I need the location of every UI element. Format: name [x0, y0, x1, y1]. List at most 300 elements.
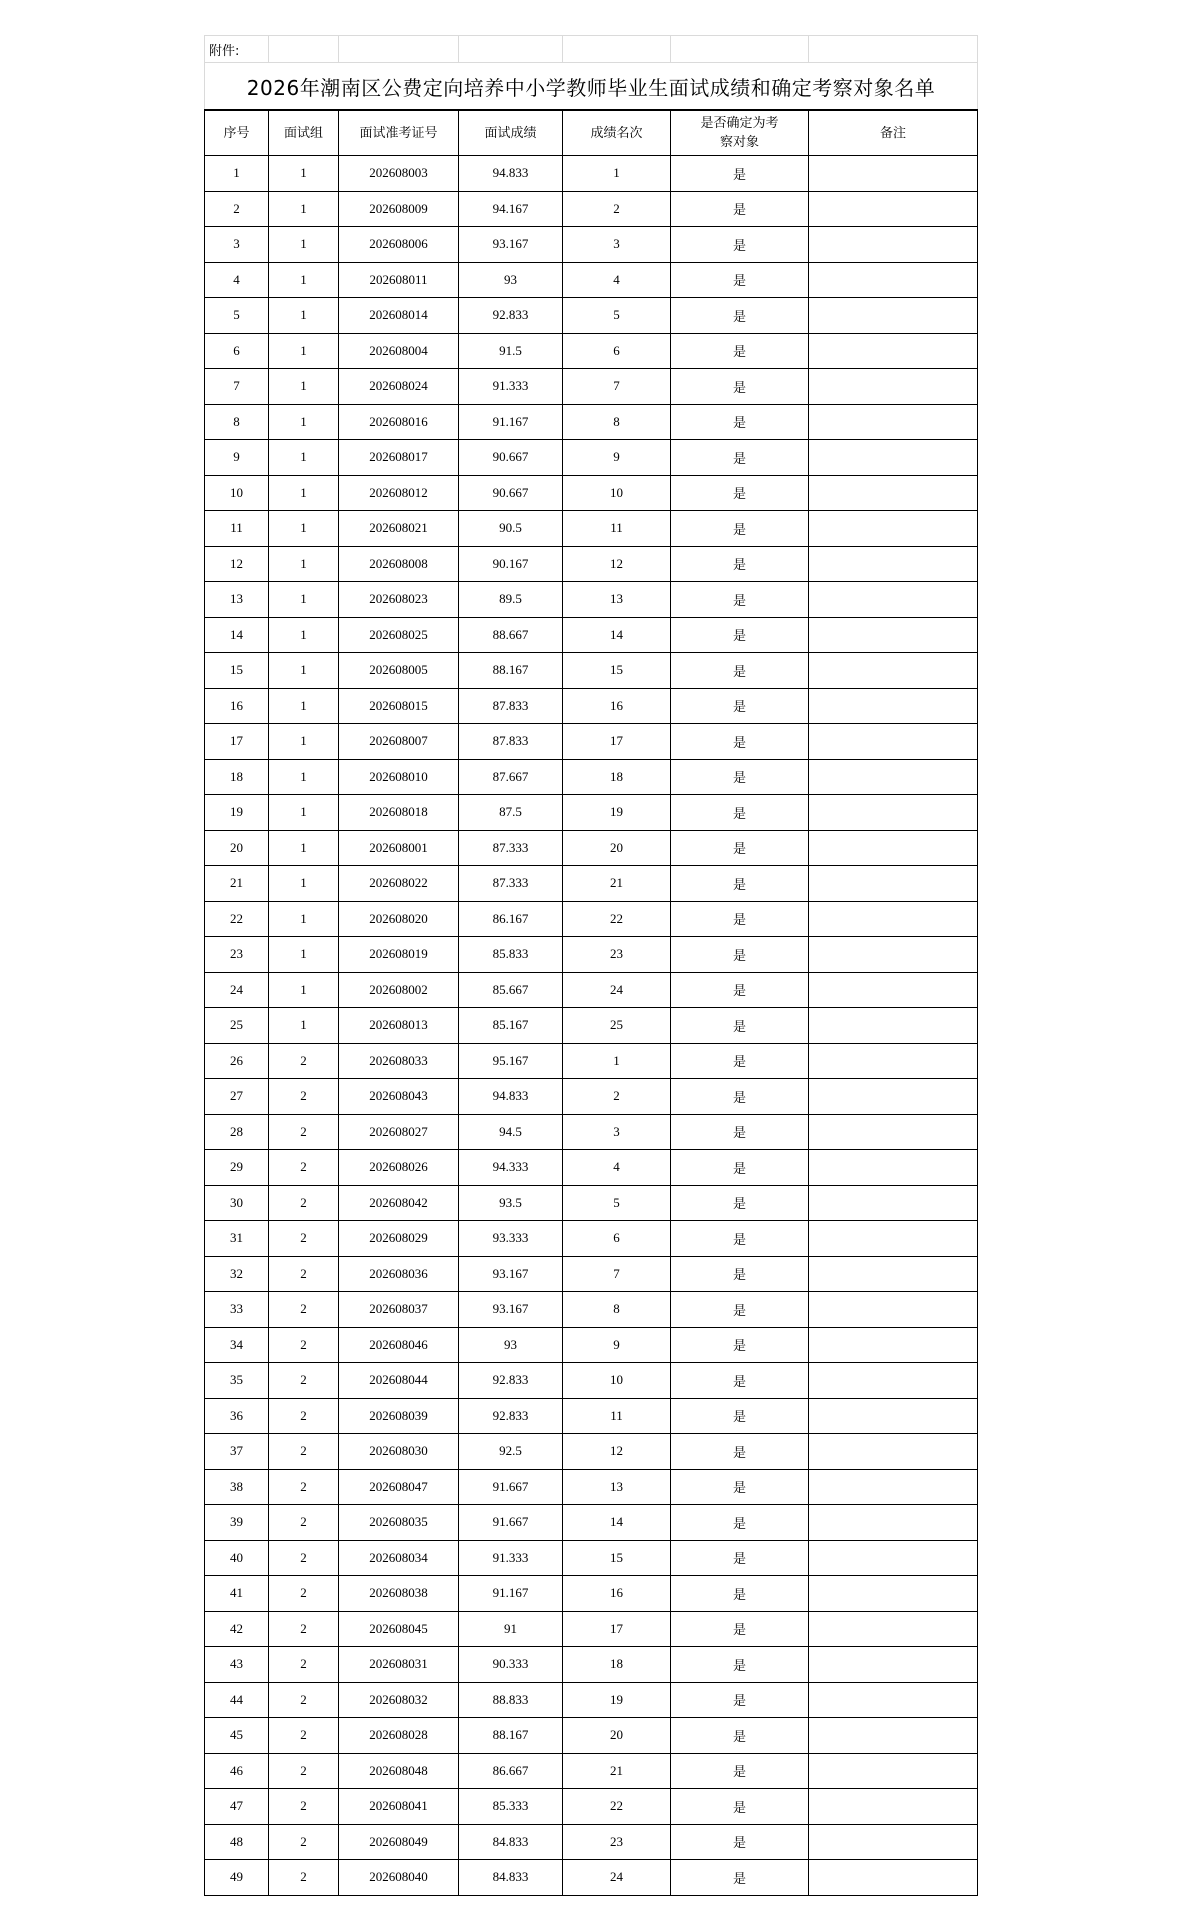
cell-confirmed: 是 [671, 1753, 809, 1789]
cell-score: 93 [459, 262, 563, 298]
cell-confirmed: 是 [671, 1611, 809, 1647]
cell-ticket-number: 202608048 [339, 1753, 459, 1789]
cell-confirmed: 是 [671, 1789, 809, 1825]
cell-score: 88.167 [459, 1718, 563, 1754]
cell-remarks [809, 546, 978, 582]
cell-ticket-number: 202608017 [339, 440, 459, 476]
cell-serial: 19 [205, 795, 269, 831]
cell-serial: 5 [205, 298, 269, 334]
table-row [205, 830, 978, 866]
header-ticket-number: 面试准考证号 [339, 110, 459, 156]
cell-remarks [809, 582, 978, 618]
cell-group: 1 [269, 191, 339, 227]
cell-confirmed: 是 [671, 1150, 809, 1186]
cell-ticket-number: 202608046 [339, 1327, 459, 1363]
table-row [205, 404, 978, 440]
cell-rank: 9 [563, 440, 671, 476]
cell-remarks [809, 475, 978, 511]
cell-confirmed: 是 [671, 1824, 809, 1860]
cell-score: 90.5 [459, 511, 563, 547]
cell-rank: 6 [563, 1221, 671, 1257]
cell-group: 2 [269, 1505, 339, 1541]
cell-confirmed: 是 [671, 901, 809, 937]
cell-score: 86.167 [459, 901, 563, 937]
cell-rank: 24 [563, 1860, 671, 1896]
cell-serial: 24 [205, 972, 269, 1008]
cell-confirmed: 是 [671, 1079, 809, 1115]
cell-ticket-number: 202608009 [339, 191, 459, 227]
cell-serial: 39 [205, 1505, 269, 1541]
cell-serial: 4 [205, 262, 269, 298]
cell-group: 1 [269, 369, 339, 405]
cell-rank: 23 [563, 1824, 671, 1860]
table-row [205, 1398, 978, 1434]
cell-remarks [809, 972, 978, 1008]
cell-remarks [809, 1043, 978, 1079]
cell-confirmed: 是 [671, 298, 809, 334]
cell-ticket-number: 202608038 [339, 1576, 459, 1612]
cell-serial: 15 [205, 653, 269, 689]
cell-ticket-number: 202608005 [339, 653, 459, 689]
cell-serial: 22 [205, 901, 269, 937]
cell-ticket-number: 202608006 [339, 227, 459, 263]
cell-score: 94.833 [459, 1079, 563, 1115]
cell-serial: 44 [205, 1682, 269, 1718]
table-row [205, 1185, 978, 1221]
cell-score: 91.167 [459, 404, 563, 440]
cell-group: 1 [269, 262, 339, 298]
cell-group: 1 [269, 511, 339, 547]
cell-ticket-number: 202608034 [339, 1540, 459, 1576]
cell-group: 2 [269, 1753, 339, 1789]
cell-ticket-number: 202608003 [339, 156, 459, 192]
cell-ticket-number: 202608020 [339, 901, 459, 937]
cell-score: 90.667 [459, 475, 563, 511]
cell-rank: 14 [563, 617, 671, 653]
header-rank: 成绩名次 [563, 110, 671, 156]
cell-remarks [809, 1363, 978, 1399]
cell-remarks [809, 1079, 978, 1115]
cell-serial: 34 [205, 1327, 269, 1363]
cell-remarks [809, 1647, 978, 1683]
table-row [205, 937, 978, 973]
cell-score: 94.5 [459, 1114, 563, 1150]
cell-remarks [809, 1860, 978, 1896]
cell-group: 2 [269, 1860, 339, 1896]
header-confirmed [671, 110, 809, 156]
cell-confirmed: 是 [671, 475, 809, 511]
cell-confirmed: 是 [671, 866, 809, 902]
cell-score: 94.167 [459, 191, 563, 227]
cell-remarks [809, 617, 978, 653]
cell-score: 87.833 [459, 724, 563, 760]
table-row [205, 1505, 978, 1541]
cell-score: 92.833 [459, 298, 563, 334]
cell-score: 92.833 [459, 1363, 563, 1399]
cell-rank: 16 [563, 688, 671, 724]
results-table [204, 35, 978, 1896]
cell-confirmed: 是 [671, 333, 809, 369]
cell-serial: 10 [205, 475, 269, 511]
cell-score: 87.333 [459, 830, 563, 866]
table-row [205, 1540, 978, 1576]
table-row [205, 1611, 978, 1647]
cell-rank: 3 [563, 1114, 671, 1150]
cell-score: 85.333 [459, 1789, 563, 1825]
table-row [205, 1008, 978, 1044]
table-row [205, 1043, 978, 1079]
header-serial: 序号 [205, 110, 269, 156]
cell-group: 1 [269, 1008, 339, 1044]
table-row [205, 724, 978, 760]
cell-rank: 13 [563, 1469, 671, 1505]
cell-remarks [809, 1434, 978, 1470]
cell-rank: 2 [563, 191, 671, 227]
table-row [205, 688, 978, 724]
cell-rank: 11 [563, 1398, 671, 1434]
header-row [205, 110, 978, 156]
cell-group: 2 [269, 1434, 339, 1470]
table-row [205, 1718, 978, 1754]
cell-ticket-number: 202608001 [339, 830, 459, 866]
cell-ticket-number: 202608036 [339, 1256, 459, 1292]
cell-remarks [809, 1327, 978, 1363]
cell-confirmed: 是 [671, 1576, 809, 1612]
cell-ticket-number: 202608042 [339, 1185, 459, 1221]
cell-ticket-number: 202608028 [339, 1718, 459, 1754]
cell-remarks [809, 1540, 978, 1576]
cell-group: 1 [269, 866, 339, 902]
cell-ticket-number: 202608049 [339, 1824, 459, 1860]
cell-rank: 21 [563, 1753, 671, 1789]
cell-rank: 4 [563, 262, 671, 298]
table-row [205, 298, 978, 334]
cell-rank: 19 [563, 795, 671, 831]
cell-rank: 1 [563, 1043, 671, 1079]
cell-remarks [809, 830, 978, 866]
table-row [205, 1221, 978, 1257]
cell-ticket-number: 202608047 [339, 1469, 459, 1505]
cell-rank: 18 [563, 759, 671, 795]
cell-ticket-number: 202608013 [339, 1008, 459, 1044]
table-row [205, 369, 978, 405]
cell-group: 1 [269, 333, 339, 369]
cell-confirmed: 是 [671, 653, 809, 689]
cell-score: 95.167 [459, 1043, 563, 1079]
cell-score: 92.5 [459, 1434, 563, 1470]
cell-rank: 22 [563, 901, 671, 937]
cell-remarks [809, 653, 978, 689]
cell-group: 1 [269, 830, 339, 866]
cell-serial: 35 [205, 1363, 269, 1399]
cell-confirmed: 是 [671, 156, 809, 192]
cell-ticket-number: 202608023 [339, 582, 459, 618]
cell-group: 1 [269, 546, 339, 582]
cell-rank: 5 [563, 1185, 671, 1221]
cell-score: 91.333 [459, 1540, 563, 1576]
cell-group: 1 [269, 759, 339, 795]
cell-confirmed: 是 [671, 1505, 809, 1541]
cell-serial: 21 [205, 866, 269, 902]
cell-remarks [809, 262, 978, 298]
cell-group: 1 [269, 298, 339, 334]
table-row [205, 1576, 978, 1612]
header-remarks: 备注 [809, 110, 978, 156]
cell-ticket-number: 202608021 [339, 511, 459, 547]
cell-remarks [809, 1114, 978, 1150]
cell-group: 2 [269, 1327, 339, 1363]
cell-group: 1 [269, 972, 339, 1008]
cell-score: 87.833 [459, 688, 563, 724]
cell-group: 2 [269, 1824, 339, 1860]
cell-score: 91.667 [459, 1469, 563, 1505]
cell-score: 91.167 [459, 1576, 563, 1612]
cell-rank: 20 [563, 1718, 671, 1754]
cell-rank: 6 [563, 333, 671, 369]
cell-group: 2 [269, 1150, 339, 1186]
table-row [205, 1469, 978, 1505]
cell-serial: 3 [205, 227, 269, 263]
cell-ticket-number: 202608002 [339, 972, 459, 1008]
cell-serial: 25 [205, 1008, 269, 1044]
cell-ticket-number: 202608018 [339, 795, 459, 831]
cell-serial: 30 [205, 1185, 269, 1221]
cell-remarks [809, 511, 978, 547]
cell-confirmed: 是 [671, 1114, 809, 1150]
cell-remarks [809, 1398, 978, 1434]
cell-score: 93.167 [459, 1292, 563, 1328]
cell-group: 1 [269, 937, 339, 973]
cell-group: 1 [269, 156, 339, 192]
cell-remarks [809, 1824, 978, 1860]
cell-rank: 17 [563, 1611, 671, 1647]
cell-rank: 23 [563, 937, 671, 973]
cell-confirmed: 是 [671, 1008, 809, 1044]
cell-serial: 43 [205, 1647, 269, 1683]
cell-remarks [809, 1256, 978, 1292]
cell-rank: 12 [563, 546, 671, 582]
table-row [205, 1292, 978, 1328]
cell-group: 2 [269, 1185, 339, 1221]
cell-serial: 14 [205, 617, 269, 653]
cell-rank: 5 [563, 298, 671, 334]
cell-ticket-number: 202608011 [339, 262, 459, 298]
cell-confirmed: 是 [671, 1292, 809, 1328]
attachment-row [205, 36, 978, 63]
cell-ticket-number: 202608039 [339, 1398, 459, 1434]
cell-group: 2 [269, 1789, 339, 1825]
cell-confirmed: 是 [671, 1185, 809, 1221]
cell-rank: 7 [563, 369, 671, 405]
cell-score: 91.333 [459, 369, 563, 405]
table-row [205, 1150, 978, 1186]
cell-group: 2 [269, 1292, 339, 1328]
cell-rank: 21 [563, 866, 671, 902]
cell-rank: 12 [563, 1434, 671, 1470]
cell-serial: 45 [205, 1718, 269, 1754]
cell-rank: 4 [563, 1150, 671, 1186]
table-row [205, 1824, 978, 1860]
cell-rank: 24 [563, 972, 671, 1008]
cell-confirmed: 是 [671, 1647, 809, 1683]
cell-score: 90.667 [459, 440, 563, 476]
cell-remarks [809, 1292, 978, 1328]
cell-group: 1 [269, 404, 339, 440]
cell-group: 2 [269, 1043, 339, 1079]
cell-ticket-number: 202608030 [339, 1434, 459, 1470]
cell-remarks [809, 1753, 978, 1789]
cell-score: 85.833 [459, 937, 563, 973]
cell-ticket-number: 202608010 [339, 759, 459, 795]
cell-serial: 17 [205, 724, 269, 760]
cell-rank: 20 [563, 830, 671, 866]
cell-score: 84.833 [459, 1824, 563, 1860]
table-row [205, 1682, 978, 1718]
cell-serial: 31 [205, 1221, 269, 1257]
cell-serial: 7 [205, 369, 269, 405]
cell-ticket-number: 202608035 [339, 1505, 459, 1541]
table-row [205, 901, 978, 937]
cell-score: 94.833 [459, 156, 563, 192]
table-row [205, 546, 978, 582]
cell-remarks [809, 298, 978, 334]
cell-group: 2 [269, 1611, 339, 1647]
cell-serial: 36 [205, 1398, 269, 1434]
cell-serial: 18 [205, 759, 269, 795]
cell-group: 2 [269, 1682, 339, 1718]
cell-serial: 33 [205, 1292, 269, 1328]
cell-rank: 16 [563, 1576, 671, 1612]
cell-serial: 38 [205, 1469, 269, 1505]
table-row [205, 191, 978, 227]
cell-remarks [809, 759, 978, 795]
cell-serial: 46 [205, 1753, 269, 1789]
cell-confirmed: 是 [671, 1860, 809, 1896]
cell-remarks [809, 1576, 978, 1612]
cell-remarks [809, 1682, 978, 1718]
cell-confirmed: 是 [671, 1682, 809, 1718]
cell-group: 2 [269, 1576, 339, 1612]
cell-ticket-number: 202608014 [339, 298, 459, 334]
cell-ticket-number: 202608026 [339, 1150, 459, 1186]
cell-score: 93.333 [459, 1221, 563, 1257]
cell-remarks [809, 227, 978, 263]
cell-group: 2 [269, 1718, 339, 1754]
cell-score: 86.667 [459, 1753, 563, 1789]
cell-serial: 23 [205, 937, 269, 973]
cell-confirmed: 是 [671, 1327, 809, 1363]
cell-ticket-number: 202608044 [339, 1363, 459, 1399]
cell-remarks [809, 1008, 978, 1044]
cell-confirmed: 是 [671, 1043, 809, 1079]
cell-remarks [809, 724, 978, 760]
cell-confirmed: 是 [671, 617, 809, 653]
cell-rank: 11 [563, 511, 671, 547]
cell-confirmed: 是 [671, 1718, 809, 1754]
cell-score: 93 [459, 1327, 563, 1363]
cell-rank: 25 [563, 1008, 671, 1044]
cell-confirmed: 是 [671, 972, 809, 1008]
cell-score: 90.333 [459, 1647, 563, 1683]
cell-serial: 48 [205, 1824, 269, 1860]
table-row [205, 511, 978, 547]
cell-serial: 20 [205, 830, 269, 866]
cell-serial: 47 [205, 1789, 269, 1825]
cell-remarks [809, 688, 978, 724]
cell-confirmed: 是 [671, 582, 809, 618]
cell-remarks [809, 1611, 978, 1647]
cell-serial: 32 [205, 1256, 269, 1292]
cell-confirmed: 是 [671, 1221, 809, 1257]
table-row [205, 156, 978, 192]
cell-remarks [809, 404, 978, 440]
cell-score: 88.167 [459, 653, 563, 689]
cell-score: 88.667 [459, 617, 563, 653]
table-row [205, 262, 978, 298]
table-row [205, 1789, 978, 1825]
cell-serial: 8 [205, 404, 269, 440]
table-row [205, 759, 978, 795]
cell-rank: 13 [563, 582, 671, 618]
cell-rank: 3 [563, 227, 671, 263]
table-row [205, 972, 978, 1008]
cell-rank: 19 [563, 1682, 671, 1718]
cell-score: 90.167 [459, 546, 563, 582]
score-sheet [204, 35, 977, 1896]
cell-group: 2 [269, 1469, 339, 1505]
cell-serial: 11 [205, 511, 269, 547]
cell-ticket-number: 202608004 [339, 333, 459, 369]
cell-rank: 10 [563, 475, 671, 511]
cell-remarks [809, 937, 978, 973]
cell-ticket-number: 202608022 [339, 866, 459, 902]
table-row [205, 440, 978, 476]
cell-ticket-number: 202608007 [339, 724, 459, 760]
cell-serial: 9 [205, 440, 269, 476]
cell-serial: 41 [205, 1576, 269, 1612]
cell-score: 93.167 [459, 227, 563, 263]
cell-remarks [809, 191, 978, 227]
cell-serial: 26 [205, 1043, 269, 1079]
cell-score: 87.5 [459, 795, 563, 831]
cell-score: 91 [459, 1611, 563, 1647]
cell-remarks [809, 1505, 978, 1541]
cell-confirmed: 是 [671, 688, 809, 724]
cell-group: 1 [269, 440, 339, 476]
table-row [205, 227, 978, 263]
cell-score: 93.5 [459, 1185, 563, 1221]
cell-score: 85.167 [459, 1008, 563, 1044]
cell-score: 91.5 [459, 333, 563, 369]
table-row [205, 1114, 978, 1150]
table-row [205, 475, 978, 511]
cell-remarks [809, 901, 978, 937]
cell-serial: 28 [205, 1114, 269, 1150]
table-row [205, 653, 978, 689]
cell-score: 87.667 [459, 759, 563, 795]
cell-score: 88.833 [459, 1682, 563, 1718]
cell-ticket-number: 202608012 [339, 475, 459, 511]
table-row [205, 333, 978, 369]
header-score: 面试成绩 [459, 110, 563, 156]
table-row [205, 1753, 978, 1789]
cell-remarks [809, 1789, 978, 1825]
cell-ticket-number: 202608041 [339, 1789, 459, 1825]
cell-confirmed: 是 [671, 937, 809, 973]
cell-serial: 37 [205, 1434, 269, 1470]
header-confirmed-text: 是否确定为考察对象 [700, 116, 779, 150]
cell-group: 1 [269, 582, 339, 618]
